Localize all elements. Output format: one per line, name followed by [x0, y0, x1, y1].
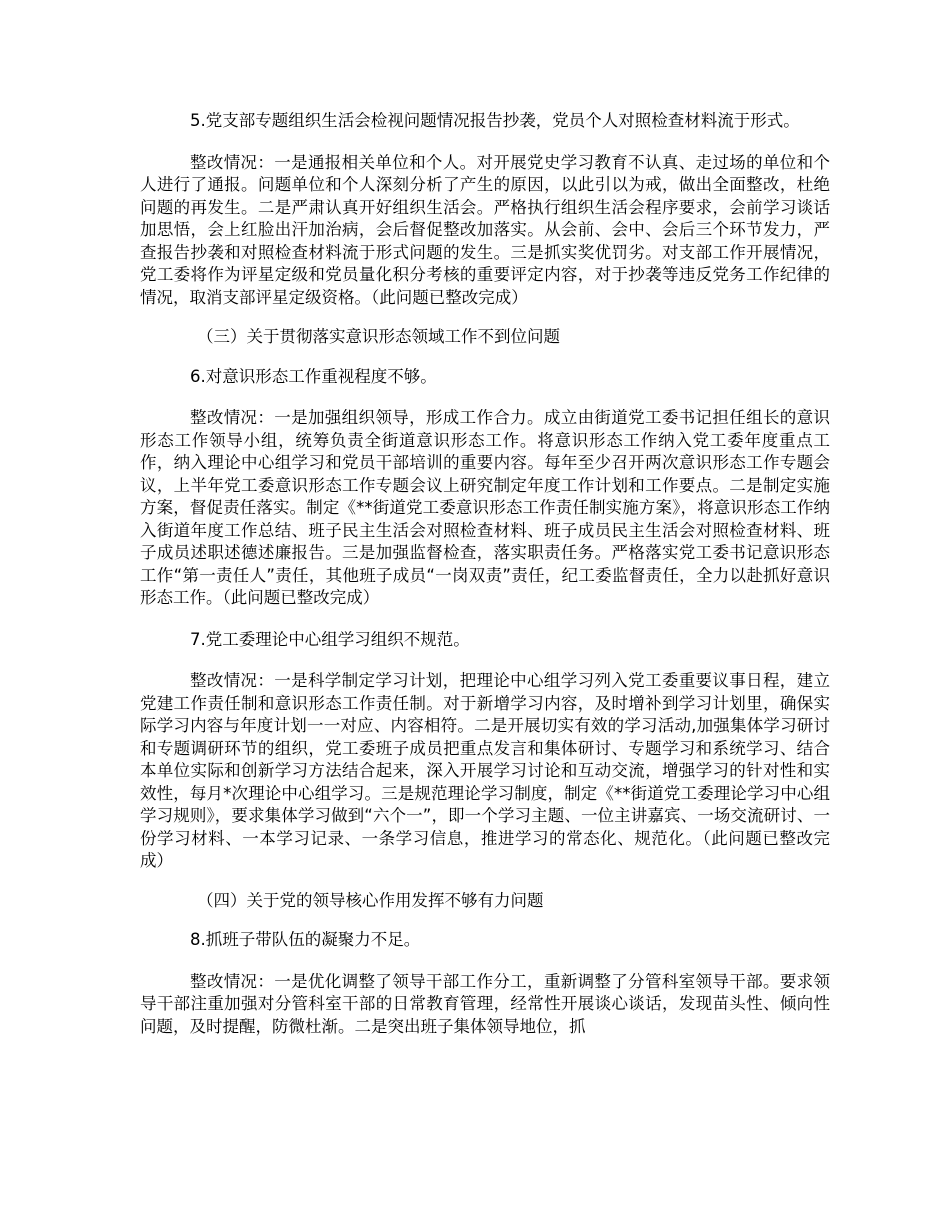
section-heading-4: （四）关于党的领导核心作用发挥不够有力问题 — [197, 890, 544, 910]
document-page — [140, 110, 830, 1038]
rectification-paragraph-8: 整改情况：一是优化调整了领导干部工作分工，重新调整了分管科室领导干部。要求领导干部注重加强对分管科室干部的日常教育管理，经常性开展谈心谈话，发现苗头性、倾向性问题，及时提醒，防微杜渐。二是突出班子集体领导地位，抓 — [140, 971, 830, 1036]
section-heading-3: （三）关于贯彻落实意识形态领域工作不到位问题 — [197, 327, 560, 346]
item-5: 5.党支部专题组织生活会检视问题情况报告抄袭，党员个人对照检查材料流于形式。 — [190, 111, 800, 130]
rectification-paragraph-5: 整改情况：一是通报相关单位和个人。对开展党史学习教育不认真、走过场的单位和个人进行了通报。问题单位和个人深刻分析了产生的原因，以此引以为戒，做出全面整改，杜绝问题的再发生。二是严肃认真开好组织生活会。严格执行组织生活会程序要求，会前学习谈话加思悟，会上红脸出汗加治病，会后督促整改加落实。从会前、会中、会后三个环节发力，严查报告抄袭和对照检查材料流于形式问题的发生。三是抓实奖优罚劣。对支部工作开展情况，党工委将作为评星定级和党员量化积分考核的重要评定内容，对于抄袭等违反党务工作纪律的情况，取消支部评星定级资格。（此问题已整改完成） — [140, 152, 830, 307]
item-7: 7.党工委理论中心组学习组织不规范。 — [190, 629, 470, 649]
item-8: 8.抓班子带队伍的凝聚力不足。 — [190, 930, 421, 949]
rectification-paragraph-7: 整改情况：一是科学制定学习计划，把理论中心组学习列入党工委重要议事日程，建立党建工作责任制和意识形态工作责任制。对于新增学习内容，及时增补到学习计划里，确保实际学习内容与年度计划一一对应、内容相符。二是开展切实有效的学习活动,加强集体学习研讨和专题调研环节的组织，党工委班子成员把重点发言和集体研讨、专题学习和系统学习、结合本单位实际和创新学习方法结合起来，深入开展学习讨论和互动交流，增强学习的针对性和实效性，每月*次理论中心组学习。三是规范理论学习制度，制定《**街道党工委理论学习中心组学习规则》，要求集体学习做到“六个一”，即一个学习主题、一位主讲嘉宾、一场交流研讨、一份学习材料、一本学习记录、一条学习信息，推进学习的常态化、规范化。（此问题已整改完成） — [140, 671, 830, 870]
rectification-paragraph-6: 整改情况：一是加强组织领导，形成工作合力。成立由街道党工委书记担任组长的意识形态工作领导小组，统筹负责全街道意识形态工作。将意识形态工作纳入党工委年度重点工作，纳入理论中心组学习和党员干部培训的重要内容。每年至少召开两次意识形态工作专题会议，上半年党工委意识形态工作专题会议上研究制定年度工作计划和工作要点。二是制定实施方案，督促责任落实。制定《**街道党工委意识形态工作责任制实施方案》，将意识形态工作纳入街道年度工作总结、班子民主生活会对照检查材料、班子成员民主生活会对照检查材料、班子成员述职述德述廉报告。三是加强监督检查，落实职责任务。严格落实党工委书记意识形态工作“第一责任人”责任，其他班子成员“一岗双责”责任，纪工委监督责任，全力以赴抓好意识形态工作。（此问题已整改完成） — [140, 408, 830, 607]
item-6: 6.对意识形态工作重视程度不够。 — [190, 366, 437, 386]
